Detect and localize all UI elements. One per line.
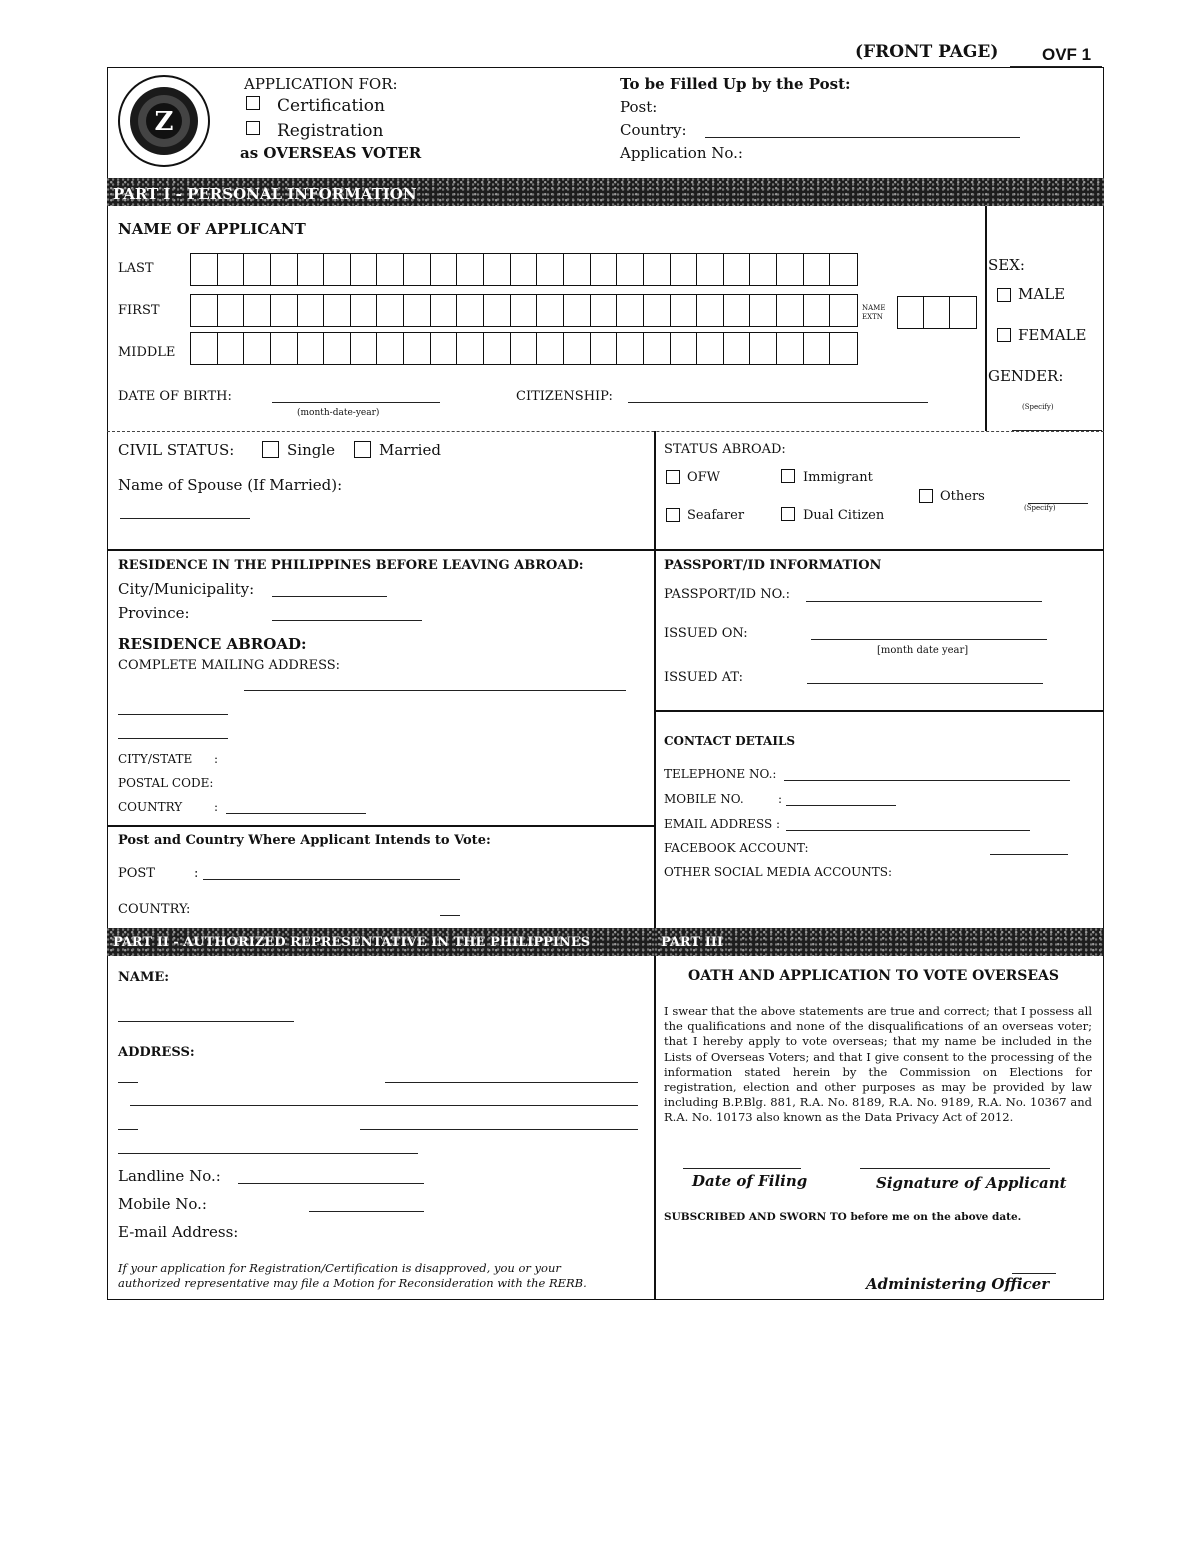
post-country-vote-title: Post and Country Where Applicant Intends to Vote: <box>118 833 491 848</box>
telephone-label: TELEPHONE NO.: <box>664 767 777 781</box>
rep-mobile-label: Mobile No.: <box>118 1195 207 1213</box>
others-specify: (Specify) <box>1024 504 1056 512</box>
dob-label: DATE OF BIRTH: <box>118 389 232 404</box>
signature-label: Signature of Applicant <box>876 1174 1067 1192</box>
mobile-label: MOBILE NO. <box>664 792 744 806</box>
rep-name-label: NAME: <box>118 970 170 985</box>
residence-ph-title: RESIDENCE IN THE PHILIPPINES BEFORE LEAVING ABROAD: <box>118 558 584 573</box>
first-label: FIRST <box>118 303 160 318</box>
post-vote-label: POST <box>118 866 155 881</box>
passport-title: PASSPORT/ID INFORMATION <box>664 558 882 573</box>
middle-label: MIDDLE <box>118 345 176 360</box>
part3-band: PART III <box>655 928 1104 956</box>
country-abroad-label: COUNTRY <box>118 800 183 814</box>
city-state-label: CITY/STATE <box>118 752 193 766</box>
residence-abroad-title: RESIDENCE ABROAD: <box>118 635 307 653</box>
dual-citizen-checkbox[interactable] <box>781 507 795 521</box>
certification-checkbox[interactable] <box>246 96 260 110</box>
rep-email-label: E-mail Address: <box>118 1223 239 1241</box>
date-of-filing-label: Date of Filing <box>692 1172 808 1190</box>
registration-checkbox[interactable] <box>246 121 260 135</box>
oath-text: I swear that the above statements are true and correct; that I possess all the qualifications and none of the disqualifications of an overseas voter; that I hereby apply to vote overseas; that my name be included in the Lists of Overseas Voters; and that I give consent to the processing of the information stated herein by the Commission on Elections for registration, election and other purposes as may be provided by law including B.P.Blg. 881, R.A. No. 8189, R.A. No. 9189, R.A. No. 10367 and R.A. No. 10173 also known as the Data Privacy Act of 2012. <box>664 1004 1092 1125</box>
last-name-boxes[interactable] <box>190 253 858 286</box>
administering-officer-label: Administering Officer <box>866 1275 1050 1293</box>
single-checkbox[interactable] <box>262 441 279 458</box>
application-no-label: Application No.: <box>620 144 743 162</box>
immigrant-label: Immigrant <box>803 470 873 485</box>
post-label: Post: <box>620 98 658 116</box>
gender-specify: (Specify) <box>1022 403 1054 411</box>
issued-on-label: ISSUED ON: <box>664 626 748 641</box>
gender-label: GENDER: <box>988 367 1064 385</box>
ofw-label: OFW <box>687 470 721 485</box>
svg-text:Z: Z <box>154 107 174 137</box>
as-overseas-voter: as OVERSEAS VOTER <box>240 144 422 162</box>
post-use-title: To be Filled Up by the Post: <box>620 75 851 93</box>
issued-at-label: ISSUED AT: <box>664 670 743 685</box>
spouse-label: Name of Spouse (If Married): <box>118 476 343 494</box>
postal-code-label: POSTAL CODE: <box>118 776 214 790</box>
subscribed-text: SUBSCRIBED AND SWORN TO before me on the above date. <box>664 1211 1022 1223</box>
seafarer-label: Seafarer <box>687 508 745 523</box>
status-abroad-label: STATUS ABROAD: <box>664 442 786 457</box>
rep-address-label: ADDRESS: <box>118 1045 195 1060</box>
part1-band: PART I - PERSONAL INFORMATION <box>107 178 1104 206</box>
front-page-label: (FRONT PAGE) <box>855 42 999 62</box>
sex-label: SEX: <box>988 256 1025 274</box>
citizenship-label: CITIZENSHIP: <box>516 389 613 404</box>
reconsideration-note-2: authorized representative may file a Motion for Reconsideration with the RERB. <box>118 1276 587 1290</box>
name-ext-label-1: NAME <box>862 304 886 312</box>
province-label: Province: <box>118 604 190 622</box>
certification-label: Certification <box>277 96 385 116</box>
last-label: LAST <box>118 261 154 276</box>
part2-band: PART II - AUTHORIZED REPRESENTATIVE IN THE PHILIPPINES <box>107 928 655 956</box>
country-label: Country: <box>620 121 687 139</box>
name-ext-boxes[interactable] <box>897 296 977 329</box>
single-label: Single <box>287 441 336 459</box>
city-municipality-label: City/Municipality: <box>118 580 255 598</box>
country-vote-label: COUNTRY: <box>118 902 191 917</box>
reconsideration-note-1: If your application for Registration/Certification is disapproved, you or your <box>118 1261 561 1275</box>
name-of-applicant: NAME OF APPLICANT <box>118 220 306 238</box>
married-label: Married <box>379 441 441 459</box>
name-ext-label-2: EXTN <box>862 313 883 321</box>
dual-citizen-label: Dual Citizen <box>803 508 885 523</box>
oath-title: OATH AND APPLICATION TO VOTE OVERSEAS <box>688 968 1059 984</box>
application-for-label: APPLICATION FOR: <box>244 75 398 93</box>
civil-status-label: CIVIL STATUS: <box>118 441 235 459</box>
others-label: Others <box>940 489 985 504</box>
rep-landline-label: Landline No.: <box>118 1167 221 1185</box>
issued-on-hint: [month date year] <box>877 645 969 656</box>
ofw-checkbox[interactable] <box>666 470 680 484</box>
other-social-label: OTHER SOCIAL MEDIA ACCOUNTS: <box>664 865 892 879</box>
female-label: FEMALE <box>1018 326 1087 344</box>
registration-label: Registration <box>277 121 384 141</box>
married-checkbox[interactable] <box>354 441 371 458</box>
form-code: OVF 1 <box>1042 45 1092 64</box>
male-checkbox[interactable] <box>997 288 1011 302</box>
first-name-boxes[interactable] <box>190 294 858 327</box>
complete-mailing-label: COMPLETE MAILING ADDRESS: <box>118 658 341 673</box>
seafarer-checkbox[interactable] <box>666 508 680 522</box>
facebook-label: FACEBOOK ACCOUNT: <box>664 841 809 855</box>
comelec-seal <box>112 74 216 168</box>
male-label: MALE <box>1018 285 1066 303</box>
email-label: EMAIL ADDRESS : <box>664 817 781 831</box>
others-checkbox[interactable] <box>919 489 933 503</box>
immigrant-checkbox[interactable] <box>781 469 795 483</box>
contact-title: CONTACT DETAILS <box>664 734 796 748</box>
female-checkbox[interactable] <box>997 328 1011 342</box>
passport-no-label: PASSPORT/ID NO.: <box>664 587 791 602</box>
dob-hint: (month-date-year) <box>297 408 380 418</box>
middle-name-boxes[interactable] <box>190 332 858 365</box>
